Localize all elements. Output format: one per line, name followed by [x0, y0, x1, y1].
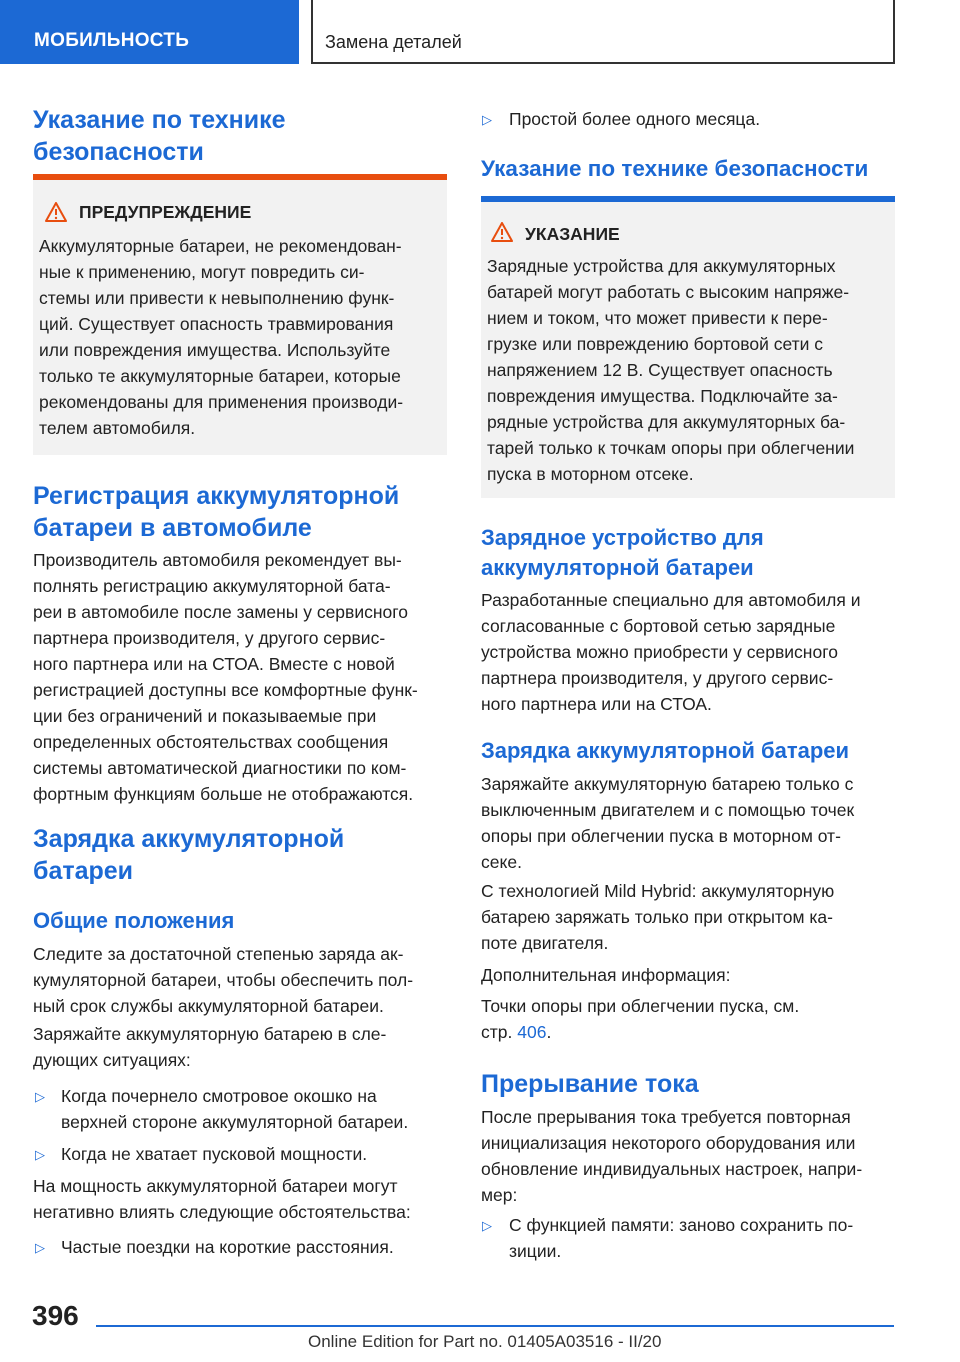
heading-interrupt: Прерывание тока [481, 1070, 699, 1098]
footer-rule [96, 1325, 894, 1327]
interrupt-paragraph: После прерывания тока требуется повторная инициализация некоторого оборудования или обновление индивидуальных настроек, напри- мер: [481, 1107, 863, 1205]
heading-charger: Зарядное устройство для аккумуляторной батареи [481, 525, 764, 580]
heading-line: Указание по технике [33, 106, 286, 134]
list-item: Когда не хватает пусковой мощности. [61, 1144, 368, 1164]
notice-text: Зарядные устройства для аккумуляторных батарей могут работать с высоким напряже- нием и током, что может привести к пере- грузке или повреждению бортовой сети с напряжением 12 В. Существует опасность повреждения имущества. Подключайте за- рядные устройства для аккумуляторных ба- тарей только к точкам опоры при облегчении пуска в моторном отсеке. [487, 256, 855, 484]
heading-safety [33, 104, 286, 168]
list-item: Частые поездки на короткие расстояния. [61, 1237, 394, 1257]
mild-hybrid-paragraph: С технологией Mild Hybrid: аккумуляторную батарею заряжать только при открытом ка- поте двигателя. [481, 881, 835, 953]
warning-triangle-icon [45, 202, 67, 222]
list-item: Простой более одного месяца. [509, 109, 761, 129]
page-section-title: Замена деталей [325, 32, 462, 52]
heading-line: безопасности [33, 138, 204, 166]
charging-paragraph: Заряжайте аккумуляторную батарею только с выключенным двигателем и с помощью точек опоры при облегчении пуска в моторном от- секе. [481, 774, 855, 872]
bullet-arrow-icon: ▷ [35, 1240, 45, 1255]
warning-text: Аккумуляторные батареи, не рекомендован- ные к применению, могут повредить си- стемы или привести к невыполнению функ- ций. Существует опасность травмирования или повреждения имущества. Используйте только те аккумуляторные батареи, которые рекомендованы для применения производи- телем автомобиля. [39, 236, 404, 438]
warning-box [33, 174, 447, 455]
bullet-arrow-icon: ▷ [35, 1147, 45, 1162]
warning-triangle-icon [491, 222, 513, 242]
general-paragraph: Следите за достаточной степенью заряда ак- кумуляторной батареи, чтобы обеспечить пол- ный срок службы аккумуляторной батареи. [33, 944, 414, 1016]
section-tab: МОБИЛЬНОСТЬ [0, 0, 299, 64]
bullet-arrow-icon: ▷ [482, 1218, 492, 1233]
bullet-arrow-icon: ▷ [482, 112, 492, 127]
heading-safety-right: Указание по технике безопасности [481, 156, 869, 181]
footer-edition: Online Edition for Part no. 01405A03516 - II/20 [308, 1332, 662, 1351]
points-reference: Точки опоры при облегчении пуска, см. стр. 406. [481, 996, 800, 1042]
warning-title: ПРЕДУПРЕЖДЕНИЕ [79, 202, 252, 222]
list-item: Когда почернело смотровое окошко на верхней стороне аккумуляторной батареи. [61, 1086, 409, 1132]
list-item: С функцией памяти: заново сохранить по- зиции. [509, 1215, 854, 1261]
more-info-label: Дополнительная информация: [481, 965, 731, 985]
page-link[interactable]: 406 [517, 1022, 547, 1042]
charger-paragraph: Разработанные специально для автомобиля и согласованные с бортовой сетью зарядные устройства можно приобрести у сервисного партнера производителя, у другого сервис- ного партнера или на СТОА. [481, 590, 861, 714]
page-number: 396 [32, 1300, 79, 1331]
heading-charging-right: Зарядка аккумуляторной батареи [481, 738, 850, 763]
notice-title: УКАЗАНИЕ [525, 224, 620, 244]
bullet-arrow-icon: ▷ [35, 1089, 45, 1104]
warning-bar [33, 174, 447, 180]
registration-paragraph: Производитель автомобиля рекомендует вы- полнять регистрацию аккумуляторной бата- реи в автомобиле после замены у сервисного партнера производителя, у другого сервис- ного партнера или на СТОА. Вместе с новой регистрацией доступны все комфортные функ- ции без ограничений и показываемые при определенных обстоятельствах сообщения системы автоматической диагностики по ком- фортным функциям больше не отображаются. [33, 550, 418, 804]
charge-when-paragraph: Заряжайте аккумуляторную батарею в сле- дующих ситуациях: [33, 1024, 387, 1070]
heading-registration: Регистрация аккумуляторной батареи в автомобиле [33, 482, 400, 542]
notice-bar [481, 196, 895, 202]
heading-charging: Зарядка аккумуляторной батареи [33, 825, 345, 885]
notice-box [481, 196, 895, 498]
heading-general: Общие положения [33, 908, 235, 933]
power-paragraph: На мощность аккумуляторной батареи могут негативно влиять следующие обстоятельства: [33, 1176, 411, 1222]
